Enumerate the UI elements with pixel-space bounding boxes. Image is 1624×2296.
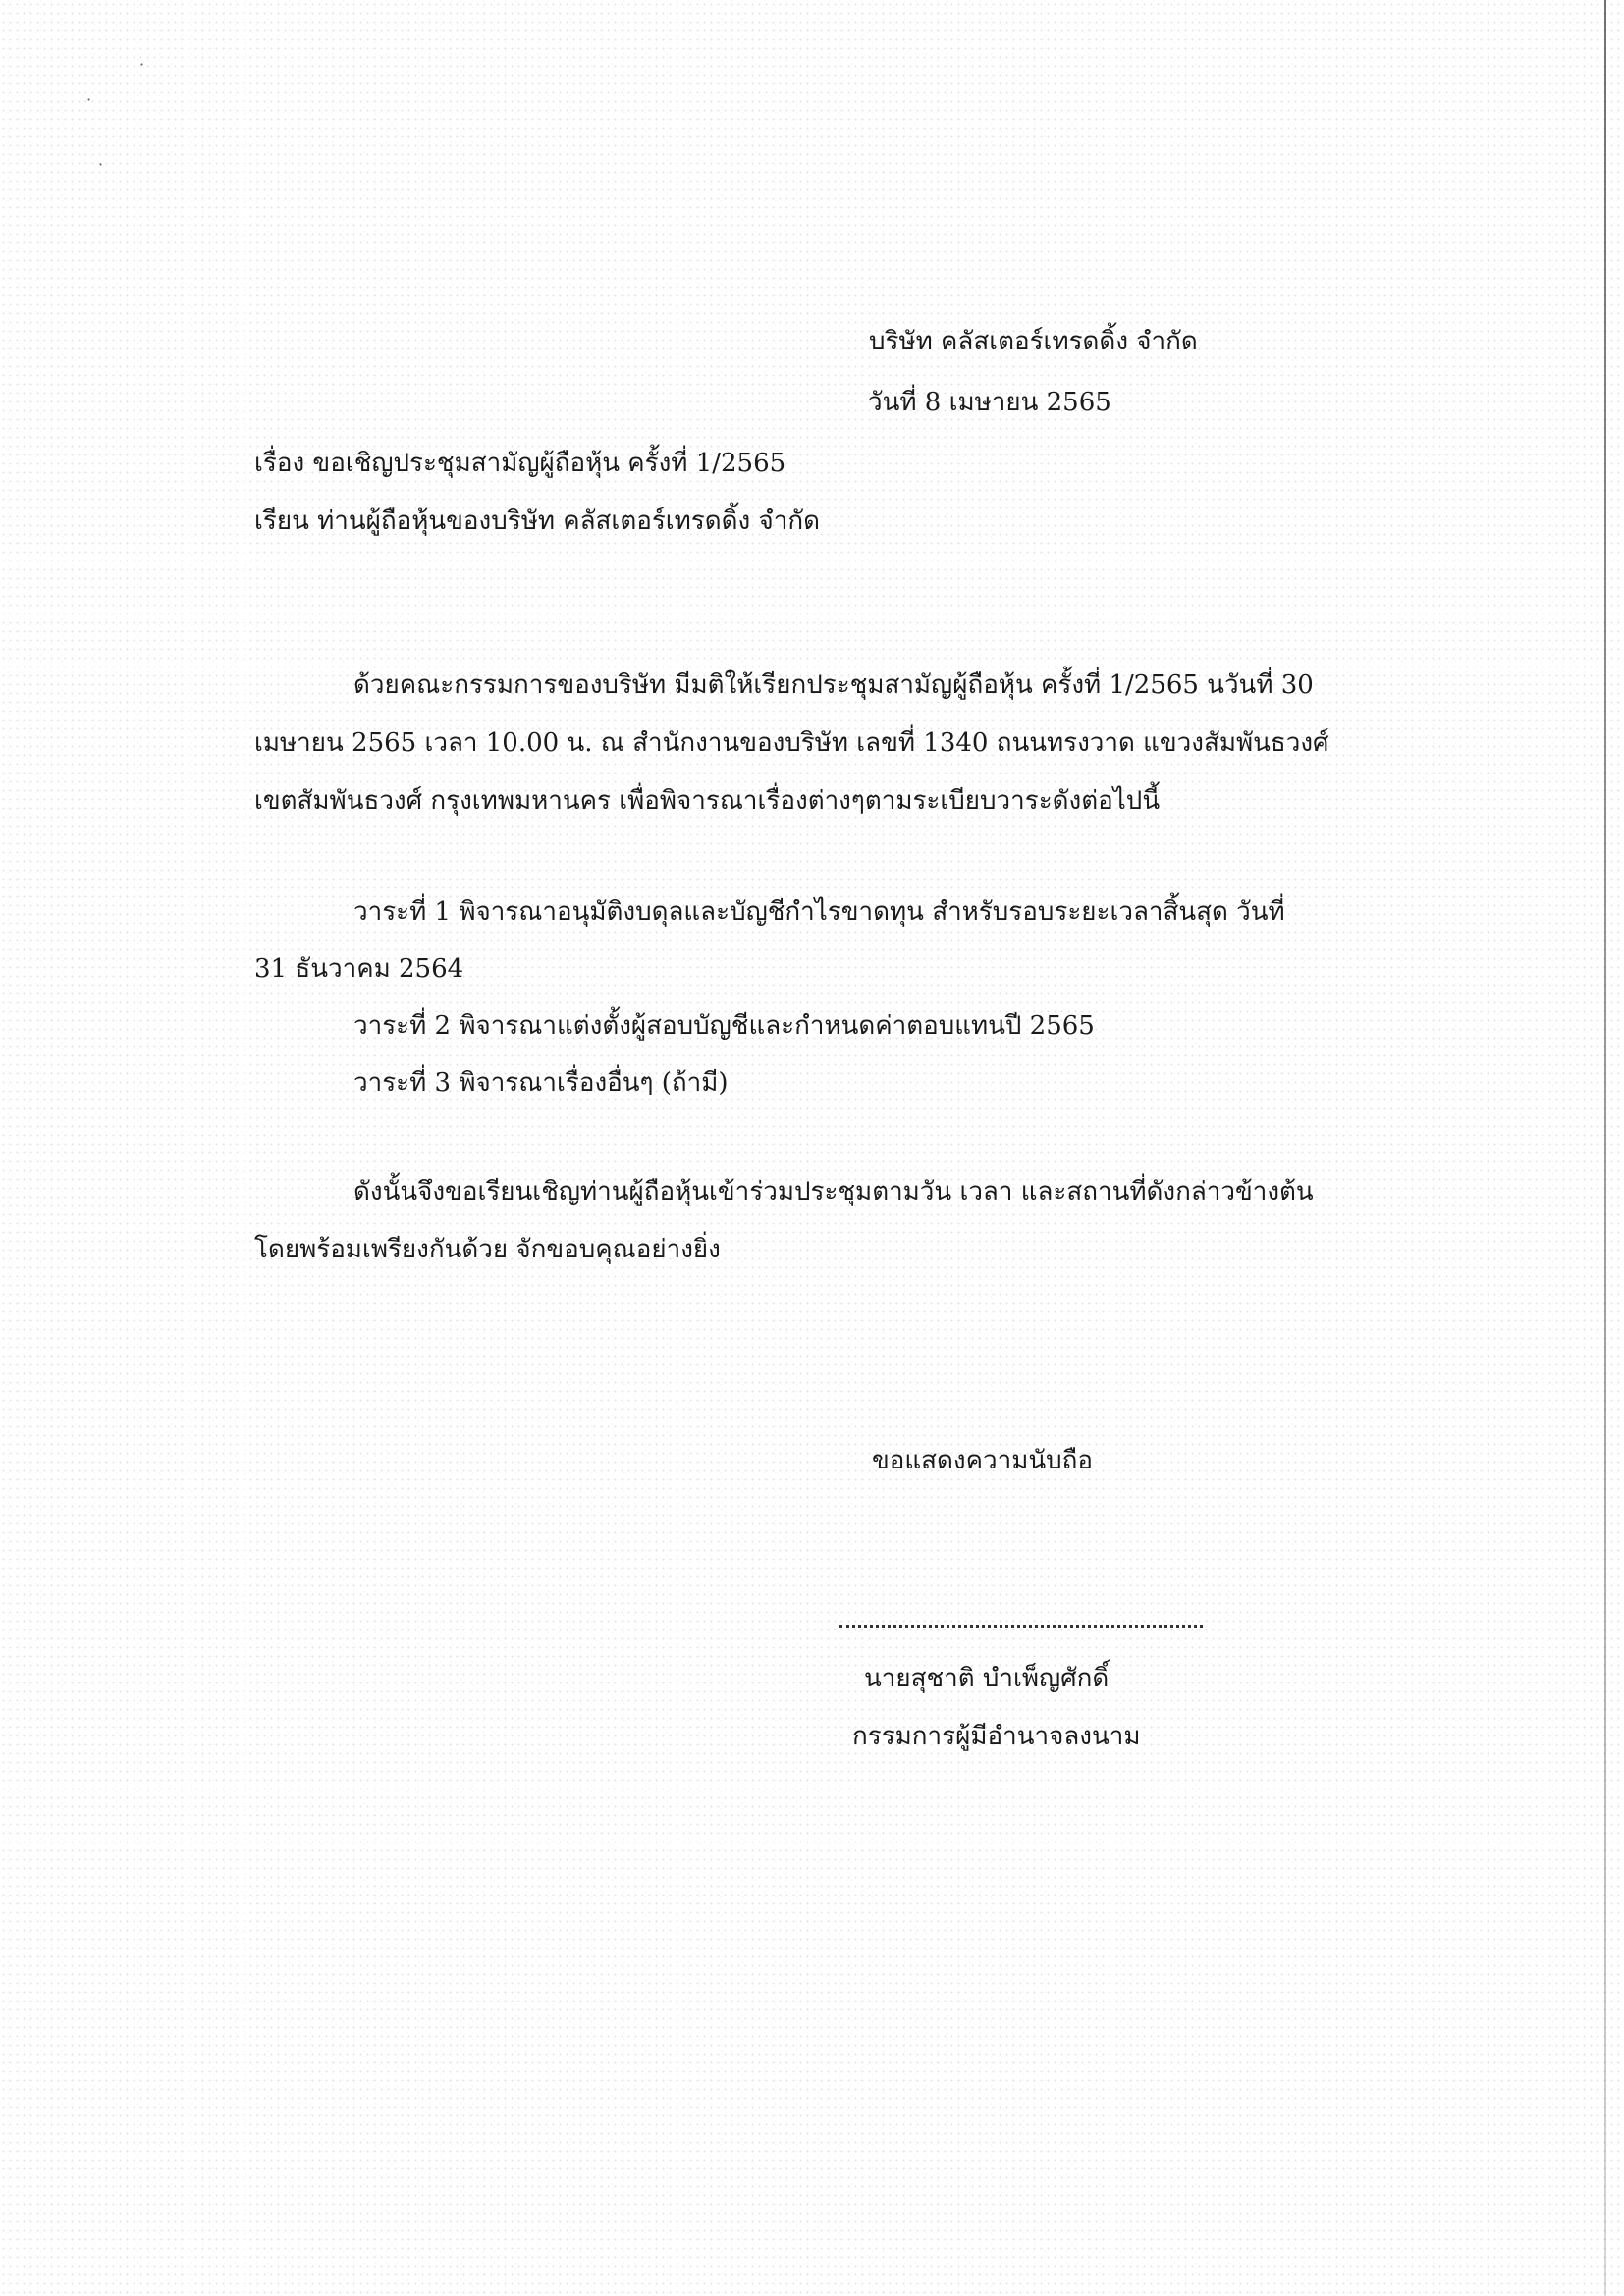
- scan-speck: ·: [98, 155, 104, 174]
- signer-title: กรรมการผู้มีอำนาจลงนาม: [852, 1722, 1141, 1751]
- letter-date: วันที่ 8 เมษายน 2565: [868, 388, 1111, 417]
- agenda-1-line-1: วาระที่ 1 พิจารณาอนุมัติงบดุลและบัญชีกำไรขาดทุน สำหรับรอบระยะเวลาสิ้นสุด วันที่: [353, 897, 1285, 927]
- scan-edge-shadow: [1604, 0, 1606, 2296]
- agenda-2: วาระที่ 2 พิจารณาแต่งตั้งผู้สอบบัญชีและกำหนดค่าตอบแทนปี 2565: [353, 1011, 1095, 1041]
- intro-line-2: เมษายน 2565 เวลา 10.00 น. ณ สำนักงานของบริษัท เลขที่ 1340 ถนนทรงวาด แขวงสัมพันธวงศ์: [254, 728, 1329, 758]
- agenda-1-line-2: 31 ธันวาคม 2564: [254, 954, 464, 984]
- closing-line-1: ดังนั้นจึงขอเรียนเชิญท่านผู้ถือหุ้นเข้าร่วมประชุมตามวัน เวลา และสถานที่ดังกล่าวข้างต้น: [353, 1177, 1314, 1206]
- signer-name: นายสุชาติ บำเพ็ญศักดิ์: [864, 1664, 1110, 1693]
- intro-line-1: ด้วยคณะกรรมการของบริษัท มีมติให้เรียกประชุมสามัญผู้ถือหุ้น ครั้งที่ 1/2565 นวันที่ 30: [353, 670, 1314, 700]
- recipient-line: เรียน ท่านผู้ถือหุ้นของบริษัท คลัสเตอร์เทรดดิ้ง จำกัด: [254, 507, 820, 536]
- closing-line-2: โดยพร้อมเพรียงกันด้วย จักขอบคุณอย่างยิ่ง: [254, 1235, 721, 1264]
- intro-line-3: เขตสัมพันธวงศ์ กรุงเทพมหานคร เพื่อพิจารณาเรื่องต่างๆตามระเบียบวาระดังต่อไปนี้: [254, 786, 1161, 816]
- company-name: บริษัท คลัสเตอร์เทรดดิ้ง จำกัด: [869, 327, 1198, 356]
- scan-speck: ·: [86, 90, 92, 109]
- subject-line: เรื่อง ขอเชิญประชุมสามัญผู้ถือหุ้น ครั้งที่ 1/2565: [254, 449, 786, 478]
- scan-speck: ·: [139, 55, 145, 74]
- signature-dotted-line: [839, 1625, 1203, 1628]
- salutation: ขอแสดงความนับถือ: [872, 1446, 1093, 1475]
- agenda-3: วาระที่ 3 พิจารณาเรื่องอื่นๆ (ถ้ามี): [353, 1068, 729, 1097]
